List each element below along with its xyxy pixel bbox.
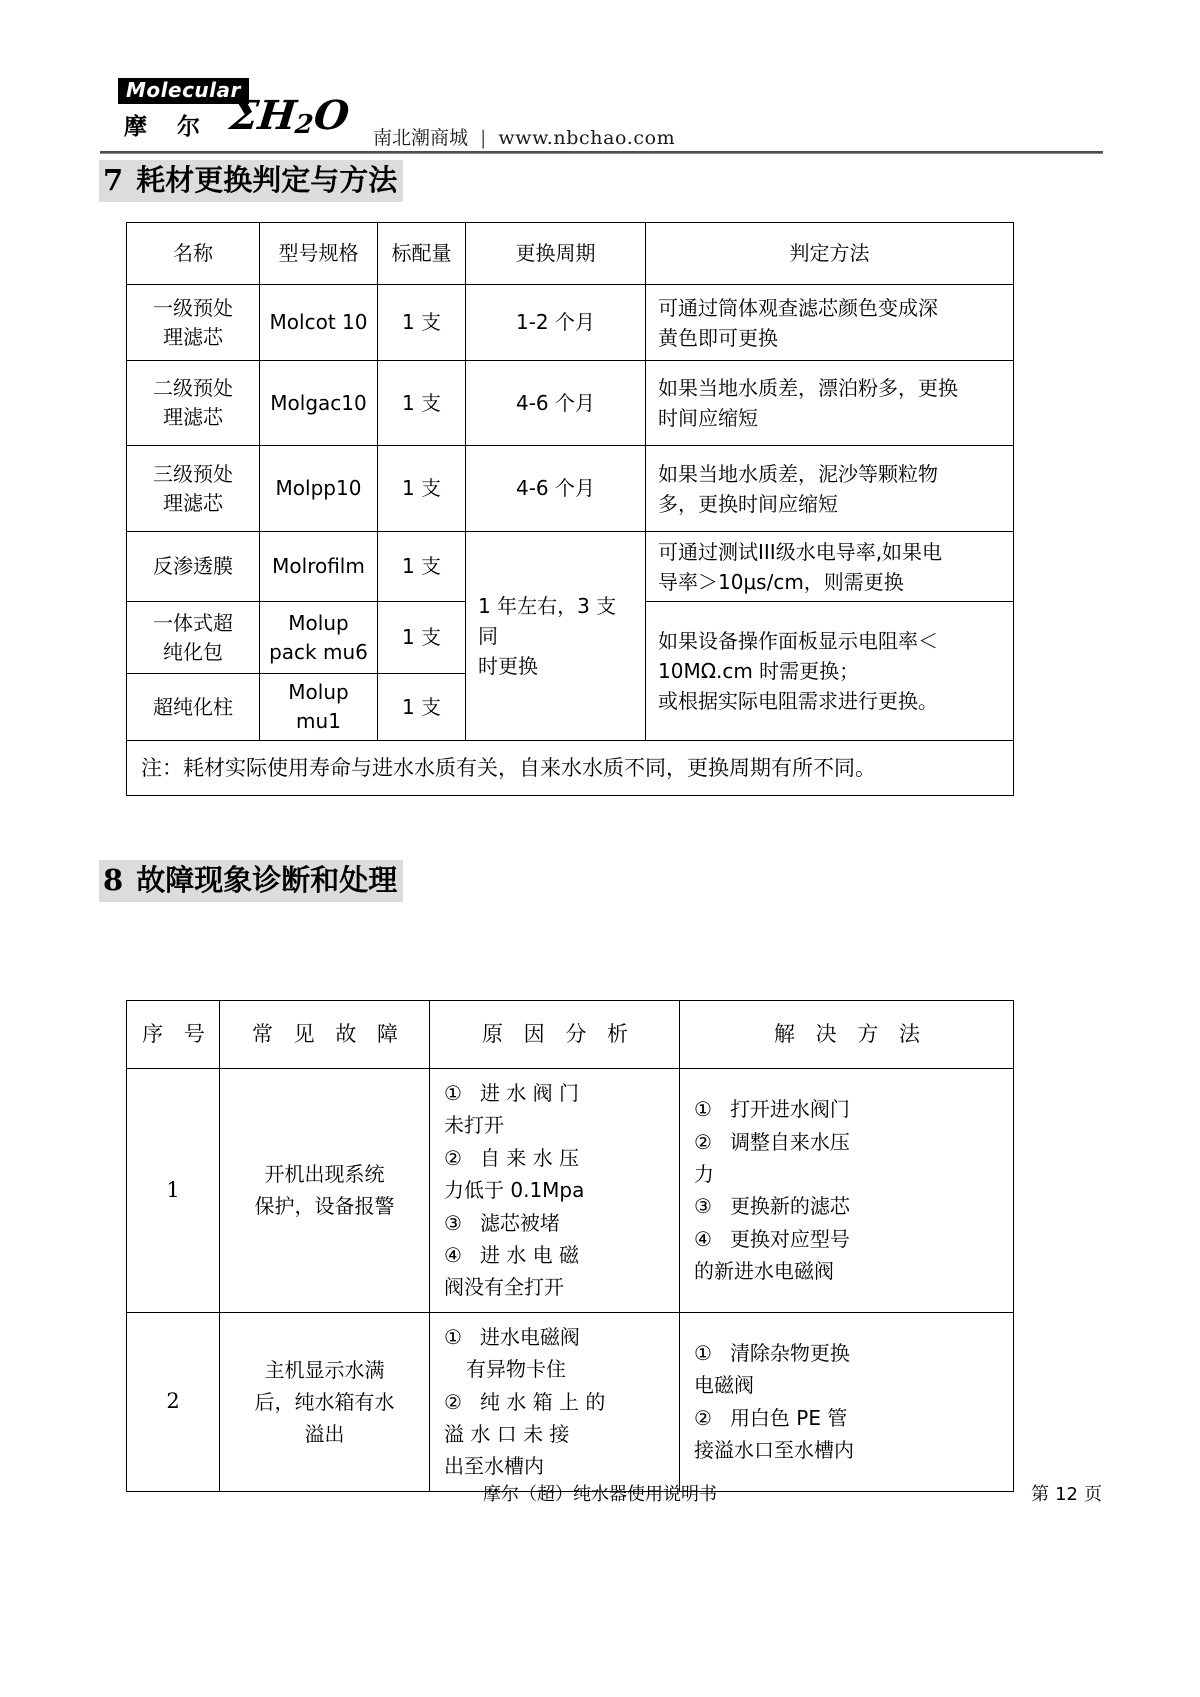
list-text: 进水电磁阀	[479, 1324, 580, 1349]
table-row	[127, 446, 1014, 532]
section-8-heading	[99, 860, 403, 902]
list-marker: ①	[444, 1081, 462, 1105]
fault-line-1: 主机显示水满	[264, 1357, 385, 1382]
table-header-row	[127, 223, 1014, 285]
cell-qty: 1 支	[378, 602, 466, 674]
cell-qty: 1 支	[378, 285, 466, 361]
method-line-1: 可通过测试III级水电导率,如果电	[658, 539, 943, 564]
list-item	[694, 1093, 999, 1125]
footer-title: 摩尔（超）纯水器使用说明书	[483, 1484, 717, 1505]
brand-logo	[118, 78, 378, 148]
cell-qty: 1 支	[378, 674, 466, 741]
cycle-line-2: 时更换	[478, 654, 538, 678]
method-line-2: 黄色即可更换	[658, 325, 778, 350]
list-item	[444, 1142, 665, 1207]
cell-cycle: 4-6 个月	[466, 446, 646, 532]
cell-model: Molcot 10	[260, 285, 378, 361]
page-number-label	[1031, 1480, 1102, 1506]
name-line-2: 理滤芯	[163, 490, 223, 515]
method-line-1: 可通过筒体观查滤芯颜色变成深	[658, 295, 938, 320]
col-header-cause: 原 因 分 析	[430, 1001, 680, 1069]
cell-fix	[680, 1069, 1014, 1313]
cell-fix	[680, 1312, 1014, 1491]
col-header-fix: 解 决 方 法	[680, 1001, 1014, 1069]
col-header-model: 型号规格	[260, 223, 378, 285]
list-cont: 力低于 0.1Mpa	[444, 1178, 585, 1203]
logo-brand-text: Molecular	[118, 78, 249, 104]
cell-method	[646, 446, 1014, 532]
list-marker: ①	[694, 1340, 712, 1365]
model-line-1: Molup	[288, 680, 349, 704]
fault-line-1: 开机出现系统	[264, 1162, 385, 1187]
list-item	[444, 1239, 665, 1304]
name-line-1: 三级预处	[153, 461, 233, 486]
cell-cause	[430, 1312, 680, 1491]
cell-cycle: 1-2 个月	[466, 285, 646, 361]
faults-table	[126, 1000, 1014, 1492]
table-row	[127, 285, 1014, 361]
cell-method	[646, 532, 1014, 602]
cell-qty: 1 支	[378, 361, 466, 446]
fault-line-3: 溢出	[304, 1421, 345, 1446]
list-item	[694, 1402, 999, 1467]
name-line-1: 一级预处	[153, 295, 233, 320]
list-item	[694, 1126, 999, 1191]
name-line-1: 一体式超	[153, 610, 233, 635]
table-row	[127, 1069, 1014, 1313]
col-header-index: 序 号	[127, 1001, 220, 1069]
name-line-1: 二级预处	[153, 376, 233, 400]
cell-model	[260, 674, 378, 741]
col-header-method: 判定方法	[646, 223, 1014, 285]
logo-formula-tail: O	[311, 92, 352, 139]
list-item	[694, 1337, 999, 1402]
cell-cause	[430, 1069, 680, 1313]
list-text: 进 水 阀 门	[479, 1081, 580, 1105]
name-line-2: 纯化包	[163, 639, 223, 664]
col-header-fault: 常 见 故 障	[220, 1001, 430, 1069]
cell-qty: 1 支	[378, 532, 466, 602]
cause-list	[444, 1077, 665, 1304]
table-row	[127, 1312, 1014, 1491]
consumables-note: 注：耗材实际使用寿命与进水水质有关，自来水水质不同，更换周期有所不同。	[127, 741, 1014, 796]
cell-name: 反渗透膜	[127, 532, 260, 602]
cell-model	[260, 602, 378, 674]
header-divider	[100, 151, 1103, 154]
list-text: 纯 水 箱 上 的	[479, 1389, 606, 1414]
section-7-heading	[99, 160, 403, 202]
list-text: 进 水 电 磁	[479, 1242, 580, 1267]
list-item	[694, 1223, 999, 1288]
section-8-title: 故障现象诊断和处理	[136, 863, 398, 897]
cell-model: Molrofilm	[260, 532, 378, 602]
list-text: 调整自来水压	[729, 1129, 850, 1154]
cell-method	[646, 361, 1014, 446]
section-7-number: 7	[103, 163, 124, 197]
method-line-2: 10MΩ.cm 时需更换；	[658, 659, 860, 683]
list-marker: ④	[694, 1226, 712, 1251]
list-marker: ②	[444, 1145, 462, 1170]
list-marker: ③	[694, 1194, 712, 1219]
list-cont: 电磁阀	[694, 1373, 754, 1398]
consumables-table	[126, 222, 1014, 796]
list-text: 清除杂物更换	[729, 1340, 850, 1365]
list-marker: ②	[694, 1129, 712, 1154]
section-7-title: 耗材更换判定与方法	[136, 163, 398, 197]
list-marker: ③	[444, 1210, 462, 1235]
method-line-2: 多，更换时间应缩短	[658, 491, 838, 516]
cell-name: 超纯化柱	[127, 674, 260, 741]
list-cont: 阀没有全打开	[444, 1275, 564, 1300]
cell-fault	[220, 1069, 430, 1313]
list-cont: 有异物卡住	[466, 1357, 566, 1382]
list-text: 自 来 水 压	[479, 1145, 580, 1170]
cell-index: 1	[127, 1069, 220, 1313]
fix-list	[694, 1337, 999, 1467]
list-text: 滤芯被堵	[479, 1210, 560, 1235]
list-item	[444, 1207, 665, 1239]
list-text: 打开进水阀门	[729, 1097, 850, 1122]
page-prefix: 第	[1031, 1484, 1050, 1505]
list-cont: 溢 水 口 未 接	[444, 1421, 570, 1446]
site-separator: |	[480, 127, 487, 149]
cell-fault	[220, 1312, 430, 1491]
page-footer	[0, 1480, 1200, 1520]
section-8-number: 8	[103, 863, 124, 897]
cycle-line-1: 1 年左右，3 支同	[478, 594, 617, 648]
list-cont: 力	[694, 1161, 714, 1186]
model-line-1: Molup	[288, 610, 349, 635]
table-header-row	[127, 1001, 1014, 1069]
cell-cycle: 4-6 个月	[466, 361, 646, 446]
list-item	[444, 1386, 665, 1483]
cause-list	[444, 1321, 665, 1483]
cell-name	[127, 285, 260, 361]
site-info	[373, 123, 675, 150]
list-text: 用白色 PE 管	[729, 1405, 848, 1430]
list-text: 更换新的滤芯	[729, 1194, 850, 1219]
page-number: 12	[1055, 1484, 1078, 1505]
list-cont: 接溢水口至水槽内	[694, 1438, 854, 1463]
cell-model: Molgac10	[260, 361, 378, 446]
list-marker: ①	[694, 1097, 712, 1122]
col-header-cycle: 更换周期	[466, 223, 646, 285]
table-row	[127, 532, 1014, 602]
cell-index: 2	[127, 1312, 220, 1491]
method-line-3: 或根据实际电阻需求进行更换。	[658, 689, 938, 713]
page-suffix: 页	[1084, 1484, 1102, 1505]
cell-model: Molpp10	[260, 446, 378, 532]
list-marker: ①	[444, 1324, 462, 1349]
cell-method-merged	[646, 602, 1014, 741]
table-row	[127, 361, 1014, 446]
site-name: 南北潮商城	[373, 127, 469, 149]
method-line-2: 时间应缩短	[658, 406, 758, 430]
col-header-qty: 标配量	[378, 223, 466, 285]
list-item	[694, 1190, 999, 1222]
cell-name	[127, 446, 260, 532]
method-line-1: 如果当地水质差，泥沙等颗粒物	[658, 461, 938, 486]
cell-cycle-merged	[466, 532, 646, 741]
method-line-1: 如果当地水质差，漂泊粉多，更换	[658, 376, 958, 400]
logo-formula-sub: 2	[293, 110, 315, 140]
logo-formula-main: ΣH	[227, 92, 299, 139]
cell-qty: 1 支	[378, 446, 466, 532]
list-marker: ②	[444, 1389, 462, 1414]
method-line-2: 导率＞10μs/cm，则需更换	[658, 569, 904, 594]
logo-chinese-name: 摩尔	[124, 114, 230, 140]
site-url: www.nbchao.com	[498, 127, 676, 149]
list-cont-2: 出至水槽内	[444, 1454, 544, 1479]
name-line-2: 理滤芯	[163, 324, 223, 349]
page-header	[0, 0, 1200, 160]
fault-line-2: 后，纯水箱有水	[254, 1389, 395, 1414]
model-line-2: mu1	[296, 709, 341, 733]
fault-line-2: 保护，设备报警	[254, 1194, 395, 1219]
model-line-2: pack mu6	[269, 639, 368, 664]
fix-list	[694, 1093, 999, 1287]
list-marker: ④	[444, 1242, 462, 1267]
cell-method	[646, 285, 1014, 361]
table-note-row	[127, 741, 1014, 796]
logo-formula	[228, 92, 352, 139]
list-text: 更换对应型号	[729, 1226, 850, 1251]
cell-name	[127, 361, 260, 446]
method-line-1: 如果设备操作面板显示电阻率＜	[658, 629, 938, 653]
list-item	[444, 1321, 665, 1386]
list-marker: ②	[694, 1405, 712, 1430]
cell-name	[127, 602, 260, 674]
name-line-2: 理滤芯	[163, 405, 223, 429]
list-cont: 未打开	[444, 1113, 504, 1138]
list-item	[444, 1077, 665, 1142]
list-cont: 的新进水电磁阀	[694, 1259, 834, 1284]
col-header-name: 名称	[127, 223, 260, 285]
